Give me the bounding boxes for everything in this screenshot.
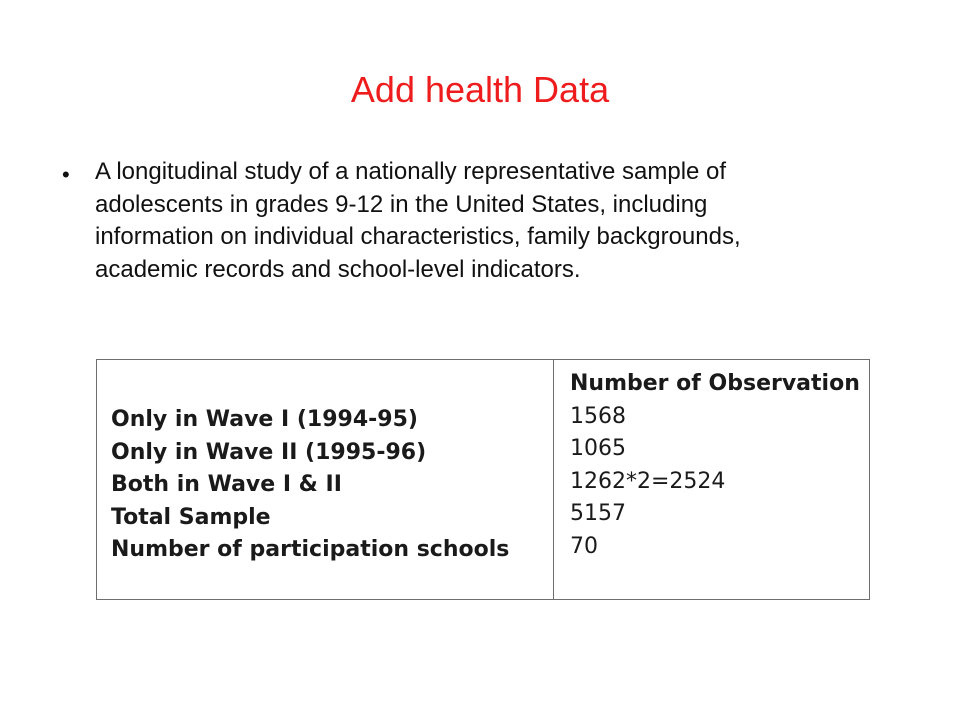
row-value: 70 [570, 533, 598, 559]
slide-title: Add health Data [350, 69, 610, 110]
column-header: Number of Observation [570, 371, 860, 396]
row-labels-cell [97, 360, 554, 600]
bullet-list [62, 156, 902, 286]
row-values-cell [554, 360, 870, 600]
row-label: Only in Wave II (1995-96) [111, 439, 427, 465]
bullet-line: academic records and school-level indicators. [95, 255, 581, 283]
row-value: 1065 [570, 436, 626, 461]
bullet-line: adolescents in grades 9-12 in the United States, including [95, 190, 708, 218]
row-label: Total Sample [111, 504, 271, 530]
observation-table [96, 359, 870, 600]
bullet-line: A longitudinal study of a nationally representative sample of [95, 158, 727, 185]
row-value: 1262*2=2524 [570, 468, 726, 494]
bullet-item [62, 156, 902, 286]
row-value: 1568 [570, 403, 626, 429]
bullet-line: information on individual characteristics, family backgrounds, [95, 223, 741, 250]
row-label: Number of participation schools [111, 537, 510, 562]
row-label: Only in Wave I (1994-95) [111, 407, 418, 432]
table-row [97, 360, 870, 600]
row-label: Both in Wave I & II [111, 472, 342, 497]
bullet-dot-icon: • [62, 162, 70, 187]
row-value: 5157 [570, 501, 626, 526]
